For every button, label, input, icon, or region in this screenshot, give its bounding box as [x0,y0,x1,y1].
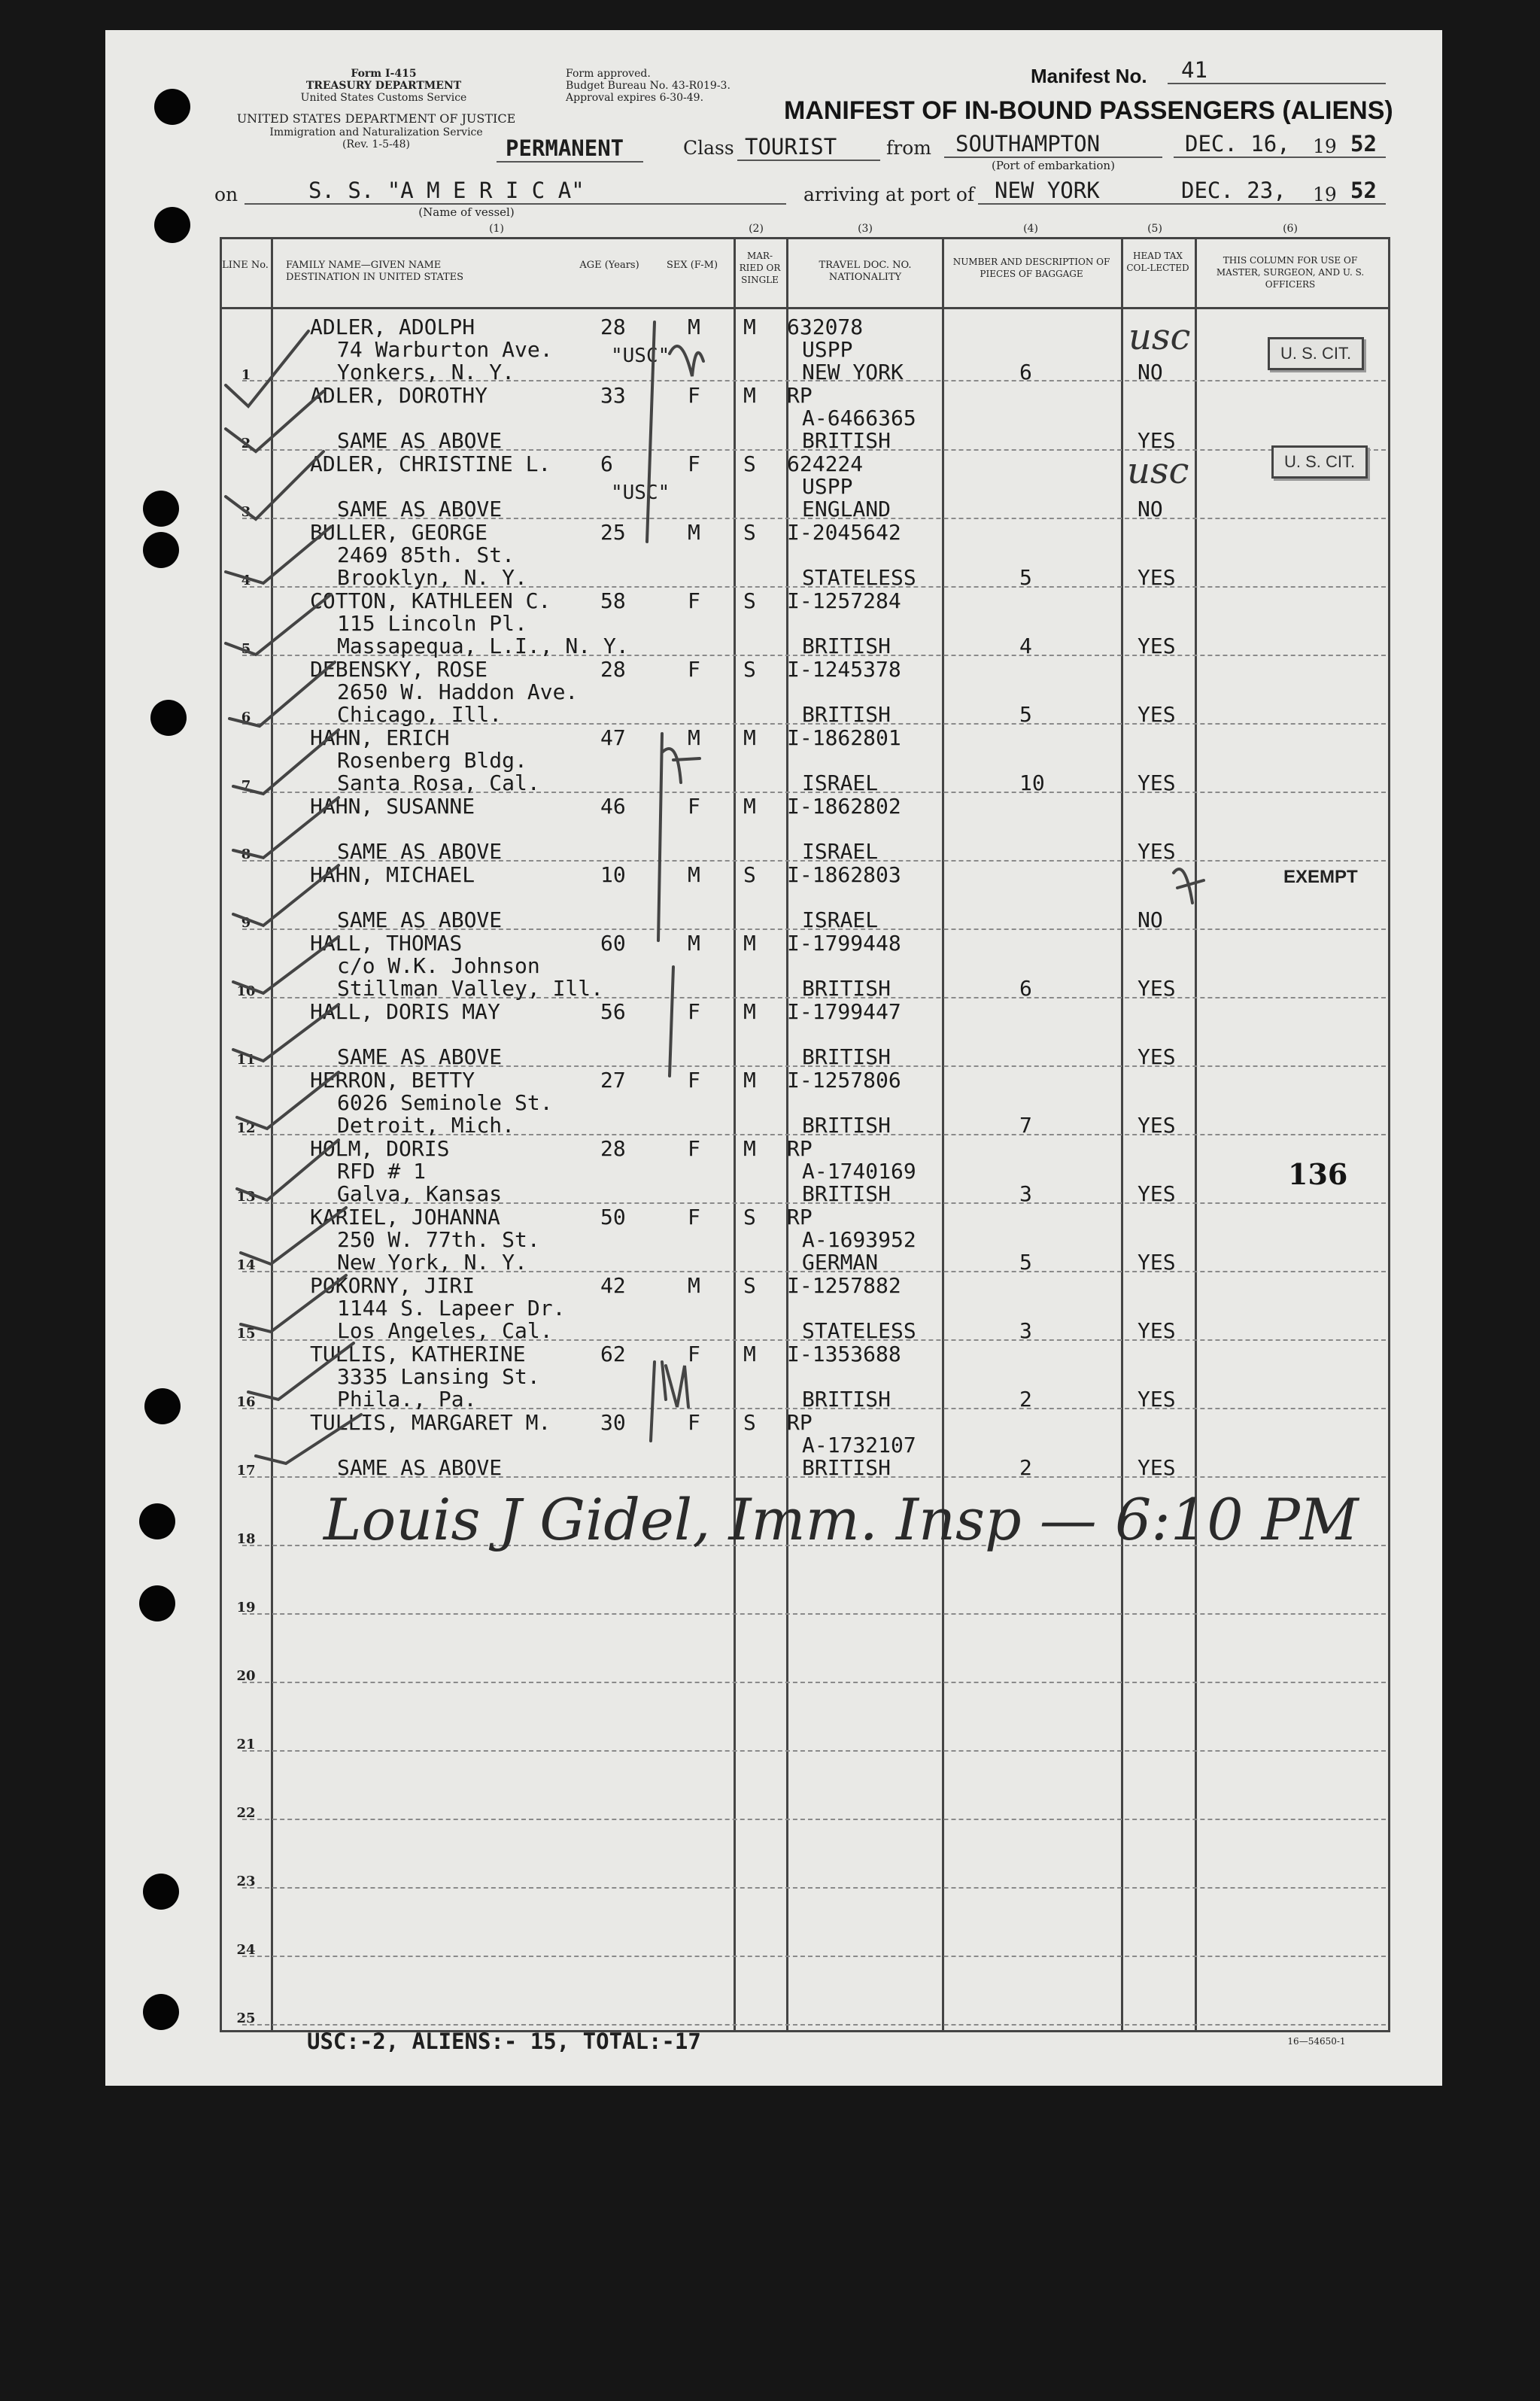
passenger-nationality: BRITISH [802,428,891,453]
passenger-head-tax: YES [1138,1318,1176,1343]
passenger-age: 62 [600,1342,626,1366]
passenger-head-tax: NO [1138,497,1163,521]
passenger-travel-doc: I-1257806 [787,1068,901,1093]
passenger-age: 46 [600,794,626,819]
passenger-travel-doc: I-1257882 [787,1273,901,1298]
passenger-name: ADLER, DOROTHY [310,383,488,408]
permanent-label: PERMANENT [506,135,624,161]
passenger-name: POKORNY, JIRI [310,1273,475,1298]
passenger-head-tax: YES [1138,702,1176,727]
passenger-travel-doc: RP [787,1136,813,1161]
passenger-baggage: 6 [1019,976,1032,1001]
check-mark [226,331,308,406]
passenger-age: 47 [600,725,626,750]
passenger-travel-doc-2: USPP [802,474,853,499]
col-header-name: FAMILY NAME—GIVEN NAME DESTINATION IN UNITED STATES [286,260,464,283]
passenger-age: 28 [600,315,626,339]
col-number-4: (4) [1023,223,1038,235]
line-number: 24 [236,1942,256,1958]
us-citizen-stamp-1: U. S. CIT. [1268,337,1364,370]
passenger-sex: F [688,1068,700,1093]
class-value: TOURIST [745,134,837,160]
passenger-sex: F [688,794,700,819]
check-mark [229,662,335,726]
passenger-marital-status: S [743,588,756,613]
passenger-name: TULLIS, MARGARET M. [310,1410,551,1435]
embark-port: SOUTHAMPTON [955,131,1101,157]
passenger-travel-doc: I-1799448 [787,931,901,956]
line-number: 25 [236,2010,256,2026]
passenger-address-line-1: 1144 S. Lapeer Dr. [337,1296,566,1321]
line-number: 5 [241,641,251,657]
passenger-head-tax: YES [1138,565,1176,590]
ins-service: Immigration and Naturalization Service [269,126,483,138]
col-header-line-no: LINE No. [222,260,269,271]
arrival-year: 52 [1350,178,1377,203]
passenger-marital-status: S [743,520,756,545]
passenger-marital-status: S [743,451,756,476]
passenger-nationality: BRITISH [802,1044,891,1069]
passenger-age: 25 [600,520,626,545]
line-number: 4 [241,573,251,588]
passenger-marital-status: M [743,383,756,408]
passenger-marital-status: S [743,1410,756,1435]
passenger-age: 30 [600,1410,626,1435]
passenger-address-line-1: Rosenberg Bldg. [337,748,527,773]
passenger-name: COTTON, KATHLEEN C. [310,588,551,613]
line-number: 3 [241,504,251,520]
passenger-sex: M [688,931,700,956]
passenger-age: 42 [600,1273,626,1298]
passenger-address-line-2: Phila., Pa. [337,1387,477,1412]
passenger-baggage: 6 [1019,360,1032,384]
usc-handwritten-1: usc [1128,316,1191,358]
passenger-marital-status: M [743,931,756,956]
passenger-address-line-2: Yonkers, N. Y. [337,360,515,384]
entry-number-136: 136 [1288,1157,1348,1191]
manifest-no-label: Manifest No. [1031,65,1147,87]
arrival-date: DEC. 23, [1181,178,1286,203]
col-header-baggage: NUMBER AND DESCRIPTION OF PIECES OF BAGGAGE [952,257,1110,279]
passenger-age: 60 [600,931,626,956]
passenger-address-line-2: SAME AS ABOVE [337,1044,503,1069]
bracket-mark [651,1362,655,1441]
line-number: 15 [236,1326,256,1342]
passenger-sex: F [688,451,700,476]
passenger-nationality: BRITISH [802,702,891,727]
vessel-name: S. S. "A M E R I C A" [308,178,585,203]
check-mark [226,527,331,583]
exempt-stamp: EXEMPT [1283,867,1358,887]
check-mark [237,1072,339,1129]
passenger-address-line-1: c/o W.K. Johnson [337,953,540,978]
initials-mark [670,346,703,376]
bracket-mark [670,967,673,1076]
col-header-master: THIS COLUMN FOR USE OF MASTER, SURGEON, AND U. S. OFFICERS [1216,255,1365,290]
us-citizen-stamp-3: U. S. CIT. [1271,445,1368,479]
passenger-name: TULLIS, KATHERINE [310,1342,526,1366]
passenger-nationality: NEW YORK [802,360,904,384]
passenger-name: DEBENSKY, ROSE [310,657,488,682]
passenger-address-line-1: RFD # 1 [337,1159,427,1184]
passenger-address-line-2: Brooklyn, N. Y. [337,565,527,590]
passenger-marital-status: S [743,657,756,682]
passenger-age: 28 [600,1136,626,1161]
passenger-nationality: ISRAEL [802,907,879,932]
passenger-sex: M [688,862,700,887]
check-mark [233,1004,339,1061]
passenger-name: KARIEL, JOHANNA [310,1205,500,1229]
passenger-head-tax: NO [1138,360,1163,384]
form-id: Form I-415 [351,68,417,80]
passenger-head-tax: YES [1138,428,1176,453]
passenger-travel-doc: I-1257284 [787,588,901,613]
passenger-travel-doc-2: USPP [802,337,853,362]
customs-service: United States Customs Service [300,92,467,104]
passenger-age: 58 [600,588,626,613]
passenger-address-line-2: Stillman Valley, Ill. [337,976,604,1001]
print-code: 16—54650-1 [1287,2036,1346,2047]
check-mark [226,451,323,519]
check-mark [248,1343,354,1400]
passenger-sex: F [688,1342,700,1366]
passenger-travel-doc: RP [787,1410,813,1435]
arriving-label: arriving at port of [803,184,975,205]
check-mark [241,1275,346,1332]
passenger-marital-status: M [743,1136,756,1161]
from-label: from [886,137,931,159]
passenger-name: HAHN, MICHAEL [310,862,475,887]
check-mark [233,730,339,794]
passenger-head-tax: YES [1138,839,1176,864]
passenger-baggage: 10 [1019,770,1045,795]
col-number-6: (6) [1283,223,1298,235]
passenger-address-line-1: 250 W. 77th. St. [337,1227,540,1252]
passenger-age: 6 [600,451,613,476]
passenger-head-tax: YES [1138,770,1176,795]
passenger-name: HERRON, BETTY [310,1068,475,1093]
passenger-nationality: BRITISH [802,1113,891,1138]
class-label: Class [683,137,734,159]
passenger-marital-status: M [743,999,756,1024]
passenger-travel-doc: I-1862802 [787,794,901,819]
passenger-nationality: ENGLAND [802,497,891,521]
passenger-baggage: 5 [1019,565,1032,590]
depart-date: DEC. 16, [1185,131,1290,157]
check-mark [241,1208,346,1264]
approval-2: Budget Bureau No. 43-R019-3. [566,80,731,92]
passenger-travel-doc: 624224 [787,451,864,476]
passenger-address-line-1: 6026 Seminole St. [337,1090,553,1115]
passenger-sex: M [688,520,700,545]
initials-mark [662,1362,688,1407]
line-number: 13 [236,1189,256,1205]
passenger-address-line-1: 115 Lincoln Pl. [337,611,527,636]
check-mark [233,937,339,993]
on-label: on [214,184,238,205]
line-number: 19 [236,1600,256,1615]
passenger-sex: M [688,1273,700,1298]
passenger-marital-status: M [743,1068,756,1093]
passenger-head-tax: YES [1138,1250,1176,1275]
passenger-nationality: STATELESS [802,565,916,590]
passenger-head-tax: YES [1138,976,1176,1001]
passenger-address-line-2: Detroit, Mich. [337,1113,515,1138]
passenger-marital-status: M [743,794,756,819]
check-mark [233,798,339,858]
treasury-dept: TREASURY DEPARTMENT [305,80,462,92]
depart-year: 52 [1350,131,1377,157]
passenger-address-line-1: 3335 Lansing St. [337,1364,540,1389]
passenger-sex: F [688,657,700,682]
line-number: 22 [236,1805,256,1821]
passenger-travel-doc-2: A-1732107 [802,1433,916,1457]
passenger-nationality: GERMAN [802,1250,879,1275]
initials-mark [662,749,700,783]
line-number: 11 [236,1052,256,1068]
passenger-nationality: BRITISH [802,1181,891,1206]
passenger-address-line-2: Massapequa, L.I., N. Y. [337,634,629,658]
check-mark [237,1140,339,1200]
usc-handwritten-3: usc [1127,450,1189,492]
line-number: 21 [236,1737,256,1752]
passenger-head-tax: YES [1138,1044,1176,1069]
line-number: 23 [236,1874,256,1889]
depart-year-prefix: 19 [1313,135,1337,157]
col-number-3: (3) [858,223,873,235]
passenger-address-line-1: 2650 W. Haddon Ave. [337,679,579,704]
passenger-marital-status: M [743,725,756,750]
passenger-sex: F [688,999,700,1024]
col-header-married: MAR-RIED OR SINGLE [739,251,781,285]
passenger-name: BULLER, GEORGE [310,520,488,545]
passenger-age: 10 [600,862,626,887]
passenger-travel-doc-2: A-1693952 [802,1227,916,1252]
col-header-head-tax: HEAD TAX COL-LECTED [1126,251,1189,273]
passenger-sex: F [688,588,700,613]
approval-1: Form approved. [566,68,651,80]
arrival-port: NEW YORK [995,178,1100,203]
line-number: 18 [236,1531,256,1547]
passenger-nationality: ISRAEL [802,770,879,795]
passenger-name: HALL, THOMAS [310,931,463,956]
passenger-address-line-2: SAME AS ABOVE [337,497,503,521]
passenger-marital-status: M [743,315,756,339]
line-number: 9 [241,915,251,931]
check-mark [256,1415,361,1463]
arrival-year-prefix: 19 [1313,184,1337,205]
passenger-baggage: 3 [1019,1181,1032,1206]
manifest-no: 41 [1181,57,1207,83]
usc-typed-1: "USC" [611,345,670,367]
passenger-travel-doc-2: A-1740169 [802,1159,916,1184]
line-number: 8 [241,846,251,862]
line-number: 20 [236,1668,256,1684]
line-number: 17 [236,1463,256,1479]
passenger-nationality: ISRAEL [802,839,879,864]
line-number: 10 [236,983,256,999]
passenger-head-tax: YES [1138,1455,1176,1480]
passenger-name: ADLER, CHRISTINE L. [310,451,551,476]
line-number: 7 [241,778,251,794]
passenger-name: HAHN, ERICH [310,725,450,750]
passenger-address-line-1: 2469 85th. St. [337,543,515,567]
usc-typed-3: "USC" [611,482,670,504]
passenger-name: HALL, DORIS MAY [310,999,500,1024]
line-number: 6 [241,710,251,725]
passenger-travel-doc: RP [787,1205,813,1229]
passenger-address-line-1: 74 Warburton Ave. [337,337,553,362]
passenger-age: 33 [600,383,626,408]
passenger-name: HOLM, DORIS [310,1136,450,1161]
passenger-sex: F [688,1205,700,1229]
passenger-nationality: STATELESS [802,1318,916,1343]
col-header-age: AGE (Years) [579,260,639,271]
passenger-sex: F [688,1136,700,1161]
passenger-age: 50 [600,1205,626,1229]
passenger-marital-status: S [743,1273,756,1298]
passenger-sex: F [688,1410,700,1435]
passenger-travel-doc-2: A-6466365 [802,406,916,430]
initials-mark [1174,869,1204,903]
col-header-sex: SEX (F-M) [666,260,718,271]
passenger-address-line-2: Chicago, Ill. [337,702,503,727]
passenger-baggage: 2 [1019,1387,1032,1412]
line-number: 12 [236,1120,256,1136]
passenger-age: 56 [600,999,626,1024]
passenger-head-tax: NO [1138,907,1163,932]
revision: (Rev. 1-5-48) [342,138,410,150]
passenger-travel-doc: I-1353688 [787,1342,901,1366]
passenger-baggage: 7 [1019,1113,1032,1138]
passenger-nationality: BRITISH [802,1455,891,1480]
passenger-address-line-2: Galva, Kansas [337,1181,503,1206]
page-title: MANIFEST OF IN-BOUND PASSENGERS (ALIENS) [784,96,1393,125]
line-number: 14 [236,1257,256,1273]
bracket-mark [647,322,655,542]
vessel-caption: (Name of vessel) [418,205,515,219]
line-number: 2 [241,436,251,451]
inspector-signature: Louis J Gidel, Imm. Insp — 6:10 PM [323,1486,1359,1553]
passenger-address-line-2: SAME AS ABOVE [337,839,503,864]
passenger-address-line-2: Santa Rosa, Cal. [337,770,540,795]
passenger-nationality: BRITISH [802,634,891,658]
passenger-address-line-2: SAME AS ABOVE [337,907,503,932]
passenger-address-line-2: New York, N. Y. [337,1250,527,1275]
passenger-name: HAHN, SUSANNE [310,794,475,819]
passenger-baggage: 2 [1019,1455,1032,1480]
passenger-travel-doc: I-1799447 [787,999,901,1024]
passenger-travel-doc: RP [787,383,813,408]
passenger-marital-status: S [743,1205,756,1229]
col-number-5: (5) [1147,223,1162,235]
footer-totals: USC:-2, ALIENS:- 15, TOTAL:-17 [307,2029,701,2054]
check-mark [233,865,339,925]
passenger-address-line-2: Los Angeles, Cal. [337,1318,553,1343]
passenger-marital-status: S [743,862,756,887]
passenger-sex: F [688,383,700,408]
passenger-baggage: 5 [1019,702,1032,727]
passenger-nationality: BRITISH [802,1387,891,1412]
passenger-nationality: BRITISH [802,976,891,1001]
passenger-name: ADLER, ADOLPH [310,315,475,339]
passenger-sex: M [688,315,700,339]
passenger-travel-doc: I-1862803 [787,862,901,887]
passenger-travel-doc: I-2045642 [787,520,901,545]
passenger-head-tax: YES [1138,1387,1176,1412]
passenger-address-line-2: SAME AS ABOVE [337,428,503,453]
approval-3: Approval expires 6-30-49. [566,92,704,104]
passenger-travel-doc: I-1862801 [787,725,901,750]
passenger-head-tax: YES [1138,1113,1176,1138]
col-header-travel: TRAVEL DOC. NO. NATIONALITY [819,260,912,283]
passenger-baggage: 3 [1019,1318,1032,1343]
passenger-age: 28 [600,657,626,682]
col-number-1: (1) [489,223,504,235]
line-number: 16 [236,1394,256,1410]
bracket-mark [658,734,662,941]
passenger-baggage: 4 [1019,634,1032,658]
passenger-sex: M [688,725,700,750]
col-number-2: (2) [749,223,764,235]
passenger-baggage: 5 [1019,1250,1032,1275]
passenger-head-tax: YES [1138,1181,1176,1206]
passenger-travel-doc: I-1245378 [787,657,901,682]
justice-dept: UNITED STATES DEPARTMENT OF JUSTICE [236,111,516,126]
passenger-head-tax: YES [1138,634,1176,658]
passenger-address-line-2: SAME AS ABOVE [337,1455,503,1480]
embark-caption: (Port of embarkation) [992,159,1115,172]
check-mark [226,594,331,655]
line-number: 1 [241,367,251,383]
passenger-age: 27 [600,1068,626,1093]
passenger-travel-doc: 632078 [787,315,864,339]
passenger-marital-status: M [743,1342,756,1366]
